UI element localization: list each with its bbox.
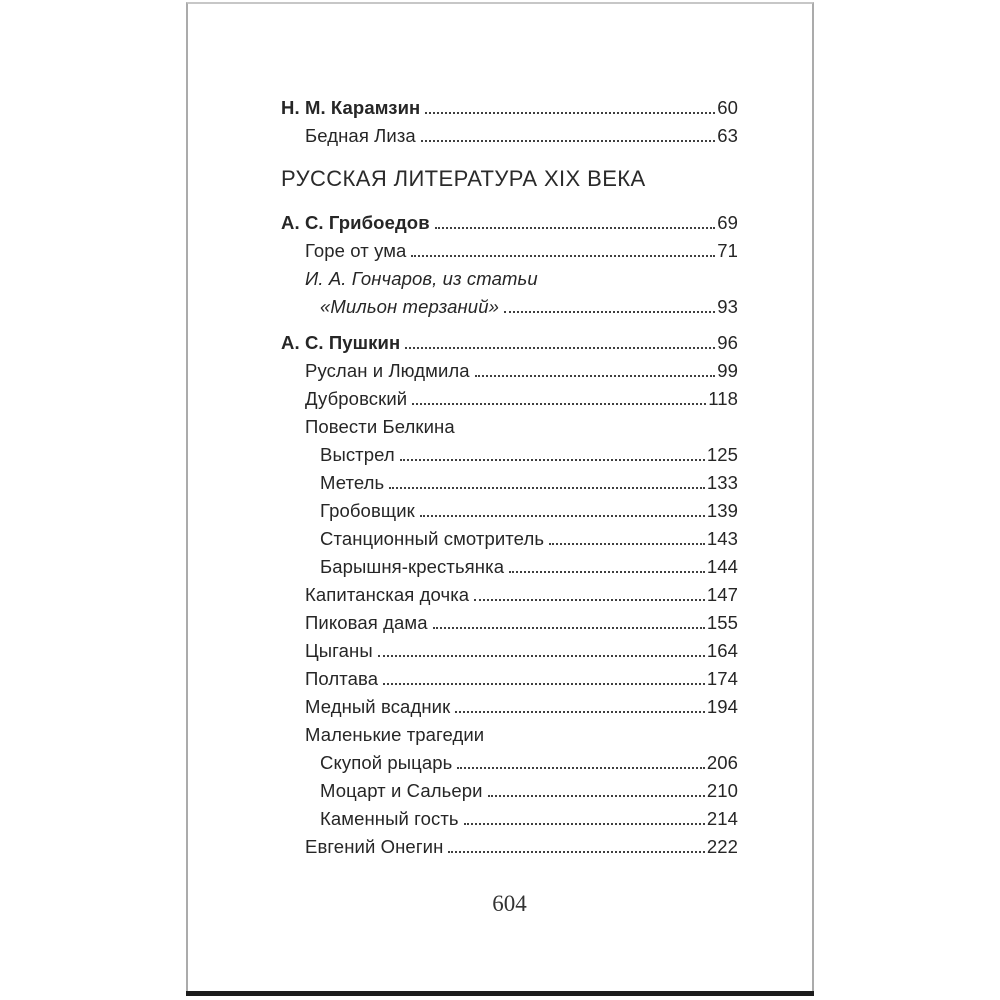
dot-leader [412, 403, 706, 405]
dot-leader [405, 347, 715, 349]
toc-entry-page: 96 [717, 332, 738, 353]
toc-entry [281, 413, 738, 441]
toc-entry-page: 155 [706, 612, 738, 633]
toc-entry [281, 329, 738, 357]
toc-entry-title: А. С. Пушкин [281, 332, 401, 353]
toc-entry-title: Станционный смотритель [320, 528, 545, 549]
toc-entry-title: Барышня-крестьянка [320, 556, 505, 577]
toc-entry [281, 637, 738, 665]
toc-entry-page: 93 [717, 296, 738, 317]
toc-entry-page: 133 [706, 472, 738, 493]
toc-entry-page: 194 [706, 696, 738, 717]
toc-entry-page: 139 [706, 500, 738, 521]
toc-entry-page: 164 [706, 640, 738, 661]
toc-entry-title: Каменный гость [320, 808, 459, 829]
dot-leader [411, 255, 715, 257]
toc-entry-title: «Мильон терзаний» [320, 296, 499, 317]
toc-entry [281, 357, 738, 385]
toc-entry-title: Дубровский [305, 388, 408, 409]
dot-leader [464, 823, 705, 825]
toc-entry [281, 441, 738, 469]
toc-entry-title: Метель [320, 472, 385, 493]
book-page [186, 2, 814, 996]
toc-entry-page: 125 [706, 444, 738, 465]
toc-entry-title: Повести Белкина [305, 416, 455, 437]
dot-leader [457, 767, 704, 769]
toc-entry-page: 210 [706, 780, 738, 801]
toc-entry-page: 214 [706, 808, 738, 829]
toc-entry [281, 609, 738, 637]
toc-entry-title: Гробовщик [320, 500, 415, 521]
dot-leader [488, 795, 705, 797]
toc-entry-title: Выстрел [320, 444, 395, 465]
dot-leader [475, 375, 716, 377]
toc-entry [281, 209, 738, 237]
toc-entry [281, 122, 738, 150]
toc-entry [281, 385, 738, 413]
toc-entry-page: 69 [717, 212, 738, 233]
toc-entry-page: 118 [708, 388, 738, 409]
toc-entry [281, 581, 738, 609]
dot-leader [383, 683, 705, 685]
toc-entry-page: 222 [706, 836, 738, 857]
dot-leader [504, 311, 715, 313]
toc-entry-page: 144 [706, 556, 738, 577]
toc-entry-title: Горе от ума [305, 240, 407, 261]
toc-entry [281, 94, 738, 122]
toc-entry-page: 63 [717, 125, 738, 146]
toc-entry-page: 143 [706, 528, 738, 549]
toc-entry-title: И. А. Гончаров, из статьи [305, 268, 538, 289]
toc-entry [281, 805, 738, 833]
toc-entry-title: Медный всадник [305, 696, 451, 717]
toc-entry-title: А. С. Грибоедов [281, 212, 430, 233]
dot-leader [421, 140, 715, 142]
dot-leader [509, 571, 705, 573]
toc-entry-title: Евгений Онегин [305, 836, 444, 857]
dot-leader [474, 599, 705, 601]
dot-leader [433, 627, 705, 629]
toc-entry [281, 497, 738, 525]
toc-entry [281, 721, 738, 749]
toc-content [281, 94, 738, 917]
dot-leader [448, 851, 704, 853]
toc-entry [281, 749, 738, 777]
toc-entry-title: Н. М. Карамзин [281, 97, 421, 118]
toc-entry [281, 293, 738, 321]
dot-leader [425, 112, 715, 114]
section-header: РУССКАЯ ЛИТЕРАТУРА XIX ВЕКА [281, 166, 646, 191]
toc-entry-title: Руслан и Людмила [305, 360, 470, 381]
page-bottom-edge [186, 991, 814, 996]
toc-entry-title: Скупой рыцарь [320, 752, 453, 773]
toc-entry-title: Полтава [305, 668, 379, 689]
dot-leader [389, 487, 705, 489]
dot-leader [435, 227, 716, 229]
toc-entry-page: 99 [717, 360, 738, 381]
toc-entry [281, 469, 738, 497]
toc-list [281, 94, 738, 861]
toc-entry-page: 206 [706, 752, 738, 773]
toc-entry-title: Моцарт и Сальери [320, 780, 483, 801]
toc-entry-page: 174 [706, 668, 738, 689]
toc-entry-page: 71 [717, 240, 738, 261]
toc-entry [281, 693, 738, 721]
toc-entry-page: 60 [717, 97, 738, 118]
dot-leader [378, 655, 705, 657]
toc-entry [281, 665, 738, 693]
toc-entry [281, 237, 738, 265]
toc-entry-title: Цыганы [305, 640, 373, 661]
toc-entry [281, 777, 738, 805]
toc-entry [281, 265, 738, 293]
folio-page-number: 604 [492, 891, 527, 916]
dot-leader [420, 515, 705, 517]
toc-entry-title: Бедная Лиза [305, 125, 416, 146]
toc-entry-title: Капитанская дочка [305, 584, 470, 605]
toc-entry [281, 525, 738, 553]
dot-leader [549, 543, 705, 545]
dot-leader [455, 711, 705, 713]
dot-leader [400, 459, 705, 461]
toc-entry [281, 553, 738, 581]
toc-entry [281, 833, 738, 861]
toc-entry-title: Маленькие трагедии [305, 724, 485, 745]
toc-entry-page: 147 [706, 584, 738, 605]
toc-entry-title: Пиковая дама [305, 612, 428, 633]
